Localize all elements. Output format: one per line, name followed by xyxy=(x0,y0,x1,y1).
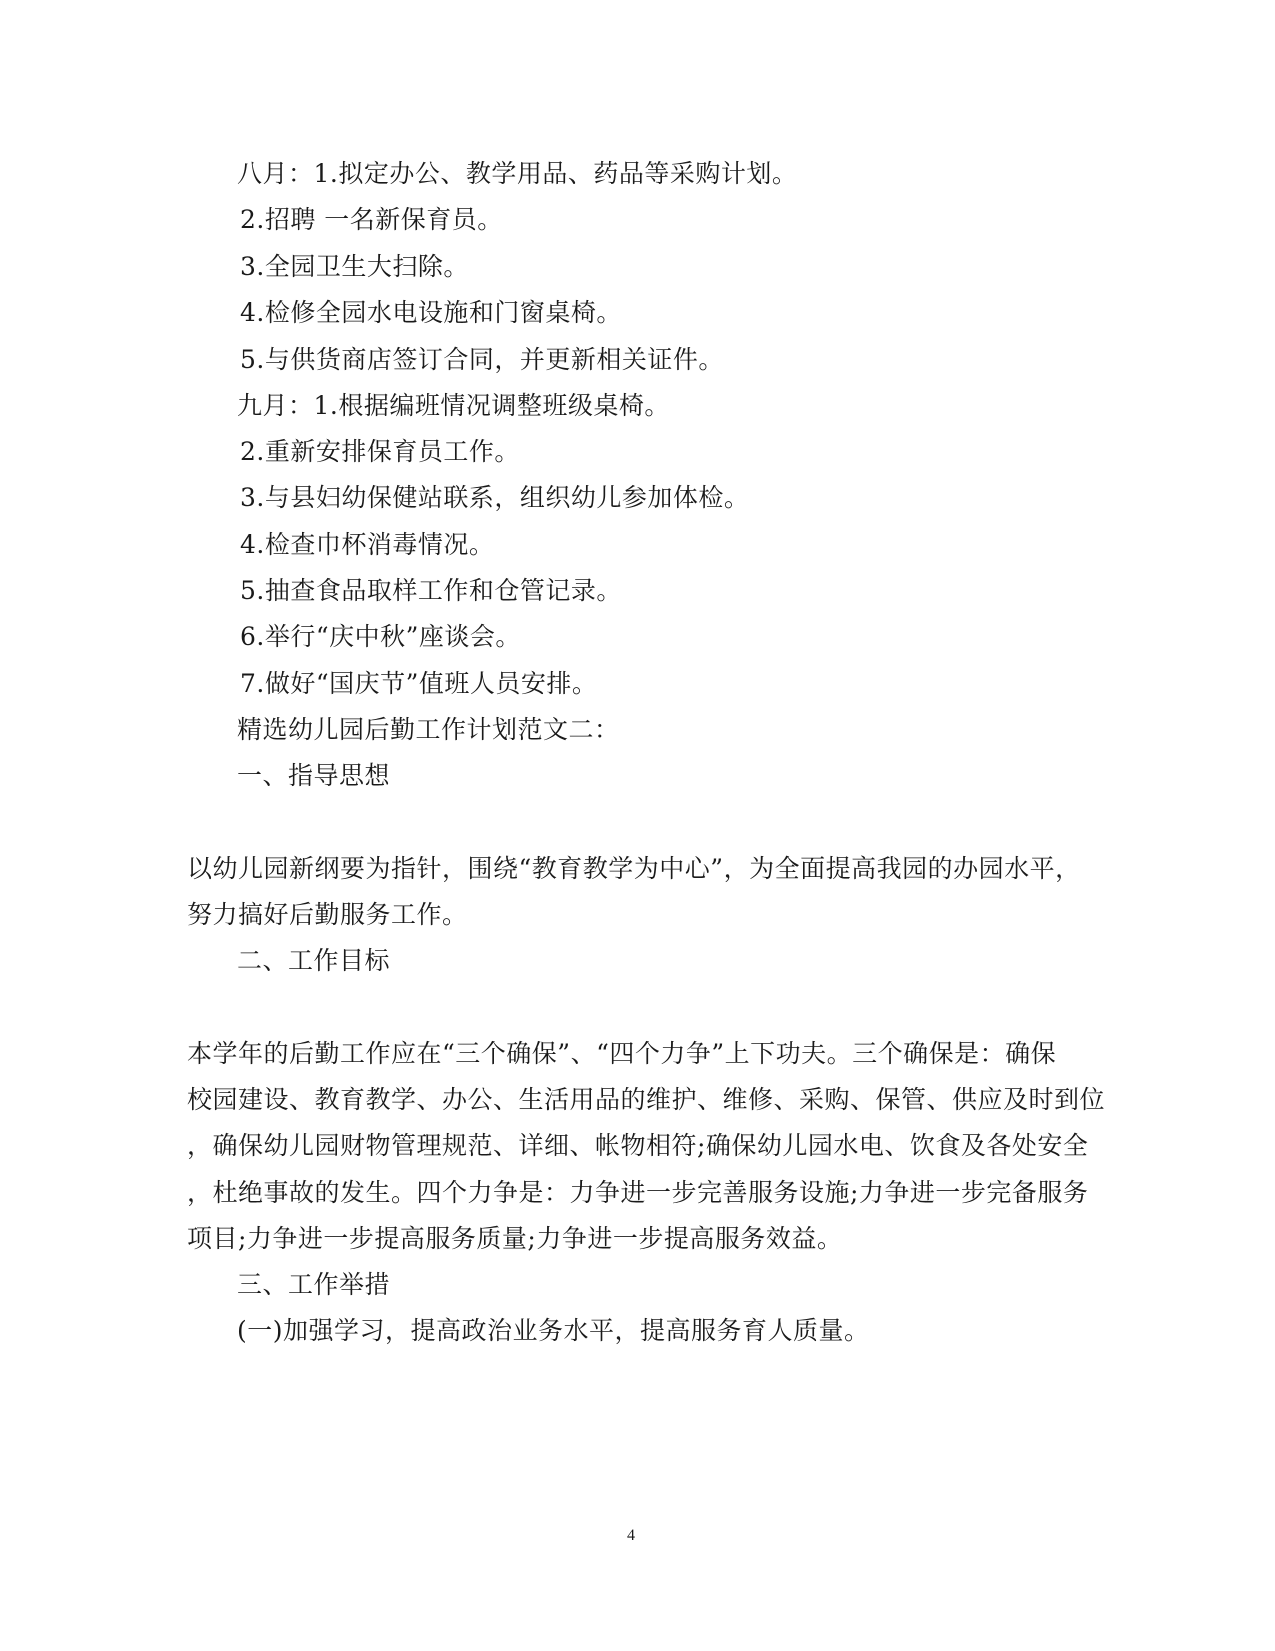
sample-two-title: 精选幼儿园后勤工作计划范文二： xyxy=(237,715,620,744)
september-item-7: 7.做好“国庆节”值班人员安排。 xyxy=(240,669,598,698)
september-item-6: 6.举行“庆中秋”座谈会。 xyxy=(240,622,521,651)
september-item-2: 2.重新安排保育员工作。 xyxy=(240,437,520,466)
august-item-5: 5.与供货商店签订合同，并更新相关证件。 xyxy=(240,345,724,374)
september-item-5: 5.抽查食品取样工作和仓管记录。 xyxy=(240,576,622,605)
section-two-line-5: 项目;力争进一步提高服务质量;力争进一步提高服务效益。 xyxy=(187,1224,843,1253)
august-heading-line: 八月：1.拟定办公、教学用品、药品等采购计划。 xyxy=(237,159,798,188)
september-heading-line: 九月：1.根据编班情况调整班级桌椅。 xyxy=(237,391,670,420)
september-item-3: 3.与县妇幼保健站联系，组织幼儿参加体检。 xyxy=(240,483,750,512)
september-item-4: 4.检查巾杯消毒情况。 xyxy=(240,530,495,559)
section-two-line-2: 校园建设、教育教学、办公、生活用品的维护、维修、采购、保管、供应及时到位 xyxy=(187,1085,1106,1114)
section-two-heading: 二、工作目标 xyxy=(237,946,391,975)
section-three-heading: 三、工作举措 xyxy=(237,1270,391,1299)
section-one-line-2: 努力搞好后勤服务工作。 xyxy=(187,900,468,929)
august-item-2: 2.招聘 一名新保育员。 xyxy=(240,205,503,234)
section-two-line-3: ，确保幼儿园财物管理规范、详细、帐物相符;确保幼儿园水电、饮食及各处安全 xyxy=(187,1131,1089,1160)
august-item-4: 4.检修全园水电设施和门窗桌椅。 xyxy=(240,298,622,327)
section-one-line-1: 以幼儿园新纲要为指针，围绕“教育教学为中心”，为全面提高我园的办园水平， xyxy=(187,854,1081,883)
section-three-sub-one: (一)加强学习，提高政治业务水平，提高服务育人质量。 xyxy=(237,1316,870,1345)
page-number: 4 xyxy=(627,1527,635,1544)
section-one-heading: 一、指导思想 xyxy=(237,761,391,790)
august-item-3: 3.全园卫生大扫除。 xyxy=(240,252,469,281)
section-two-line-4: ，杜绝事故的发生。四个力争是：力争进一步完善服务设施;力争进一步完备服务 xyxy=(187,1178,1089,1207)
section-two-line-1: 本学年的后勤工作应在“三个确保”、“四个力争”上下功夫。三个确保是：确保 xyxy=(187,1039,1057,1068)
